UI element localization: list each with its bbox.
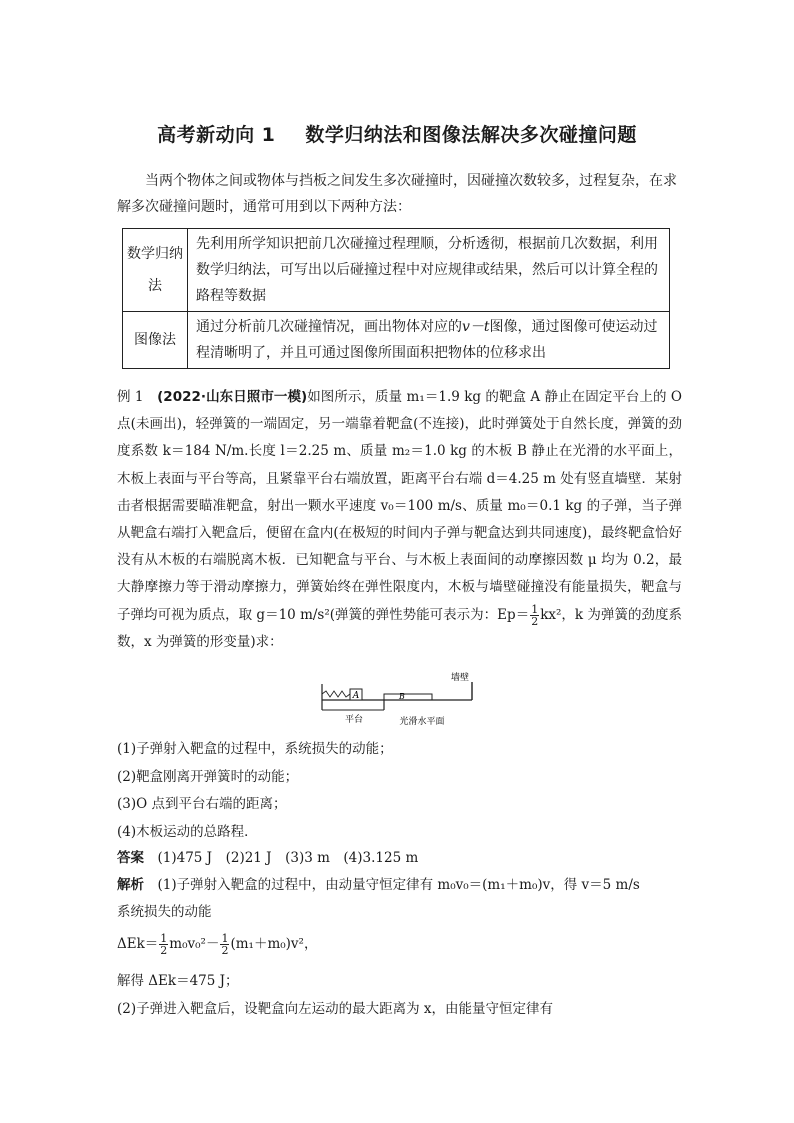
answer-label: 答案 xyxy=(117,850,144,866)
page-title xyxy=(0,120,794,147)
example-text-2: kx²，k 为弹簧的劲度系数，x 为弹簧的形变量)求： xyxy=(117,606,682,650)
solution-line-5: (2)子弹进入靶盒后，设靶盒向左运动的最大距离为 x，由能量守恒定律有 xyxy=(117,1001,554,1017)
answer-line xyxy=(117,846,418,870)
intro-paragraph: 当两个物体之间或物体与挡板之间发生多次碰撞时，因碰撞次数较多，过程复杂，在求解多次碰撞问题时，通常可用到以下两种方法： xyxy=(117,173,677,215)
spring-block-figure xyxy=(318,672,478,732)
fraction-denominator: 2 xyxy=(531,614,539,628)
fraction-denominator: 2 xyxy=(160,944,168,957)
title-text: 数学归纳法和图像法解决多次碰撞问题 xyxy=(305,124,637,146)
example-paragraph xyxy=(117,384,682,656)
fraction-numerator: 1 xyxy=(221,932,229,945)
fraction-numerator: 1 xyxy=(531,602,539,616)
plane-label: 光滑水平面 xyxy=(399,717,445,727)
solution-line-4: 解得 ΔEk＝475 J； xyxy=(117,973,239,989)
solution-line-2: 系统损失的动能 xyxy=(117,904,212,920)
equation-end: (m₁＋m₀)v²， xyxy=(230,936,318,952)
example-text-1: 如图所示，质量 m₁＝1.9 kg 的靶盒 A 静止在固定平台上的 O 点(未画出)，轻弹簧的一端固定，另一端靠着靶盒(不连接)，此时弹簧处于自然长度，弹簧的劲度系数 k＝184 N/m.长度 l＝2.25 m、质量 m₂＝1.0 kg 的木板 B 静止在光滑的水平面上，木板上表面与平台等高，且紧靠平台右端放置，距离平台右端 d＝4.25 m 处有竖直墙壁．某射击者根据需要瞄准靶盒，射出一颗水平速度 v₀＝100 m/s、质量 m₀＝0.1 kg 的子弹，当子弹从靶盒右端打入靶盒后，便留在盒内(在极短的时间内子弹与靶盒达到共同速度)，最终靶盒恰好没有从木板的右端脱离木板．已知靶盒与平台、与木板上表面间的动摩擦因数 μ 均为 0.2，最大静摩擦力等于滑动摩擦力，弹簧始终在弹性限度内，木板与墙壁碰撞没有能量损失，靶盒与子弹均可视为质点，取 g＝10 m/s²(弹簧的弹性势能可表示为：Ep＝ xyxy=(117,389,682,623)
fraction-half xyxy=(159,933,168,956)
fraction-denominator: 2 xyxy=(221,944,229,957)
methods-table xyxy=(122,228,670,369)
method-desc-vt: v－t xyxy=(462,319,490,335)
question-2: (2)靶盒刚离开弹簧时的动能； xyxy=(117,769,299,785)
method-name: 数学归纳法 xyxy=(123,229,188,312)
example-label: 例 1 xyxy=(117,389,144,405)
wall-label: 墙壁 xyxy=(450,673,470,683)
solution-equation xyxy=(117,932,317,956)
method-desc: 先利用所学知识把前几次碰撞过程理顺，分析透彻，根据前几次数据，利用数学归纳法，可写出以后碰撞过程中对应规律或结果，然后可以计算全程的路程等数据 xyxy=(188,229,670,312)
label-B: B xyxy=(399,692,405,701)
solution-label: 解析 xyxy=(117,877,144,893)
method-desc-part: 通过分析前几次碰撞情况，画出物体对应的 xyxy=(196,319,462,335)
solution-text-1: (1)子弹射入靶盒的过程中，由动量守恒定律有 m₀v₀＝(m₁＋m₀)v，得 v＝5 m/s xyxy=(157,877,640,893)
example-source: (2022·山东日照市一模) xyxy=(157,389,308,405)
method-desc-part: 图像，通过图像可使运动过程清晰明了，并且可通过图像所围面积把物体的位移求出 xyxy=(196,319,658,361)
fraction-half xyxy=(530,604,539,627)
equation-lhs: ΔEk＝ xyxy=(117,936,159,952)
question-4: (4)木板运动的总路程． xyxy=(117,824,258,840)
platform-label: 平台 xyxy=(344,715,364,725)
label-A: A xyxy=(352,691,360,701)
table-row xyxy=(123,312,670,369)
question-3: (3)O 点到平台右端的距离； xyxy=(117,796,287,812)
question-1: (1)子弹射入靶盒的过程中，系统损失的动能； xyxy=(117,741,393,757)
fraction-numerator: 1 xyxy=(160,932,168,945)
answer-text: (1)475 J (2)21 J (3)3 m (4)3.125 m xyxy=(157,850,419,866)
solution-line-1 xyxy=(117,873,640,897)
fraction-half xyxy=(220,933,229,956)
title-label: 高考新动向 1 xyxy=(157,124,276,146)
equation-middle: m₀v₀²－ xyxy=(169,936,220,952)
method-desc xyxy=(188,312,670,369)
table-row xyxy=(123,229,670,312)
method-name: 图像法 xyxy=(123,312,188,369)
